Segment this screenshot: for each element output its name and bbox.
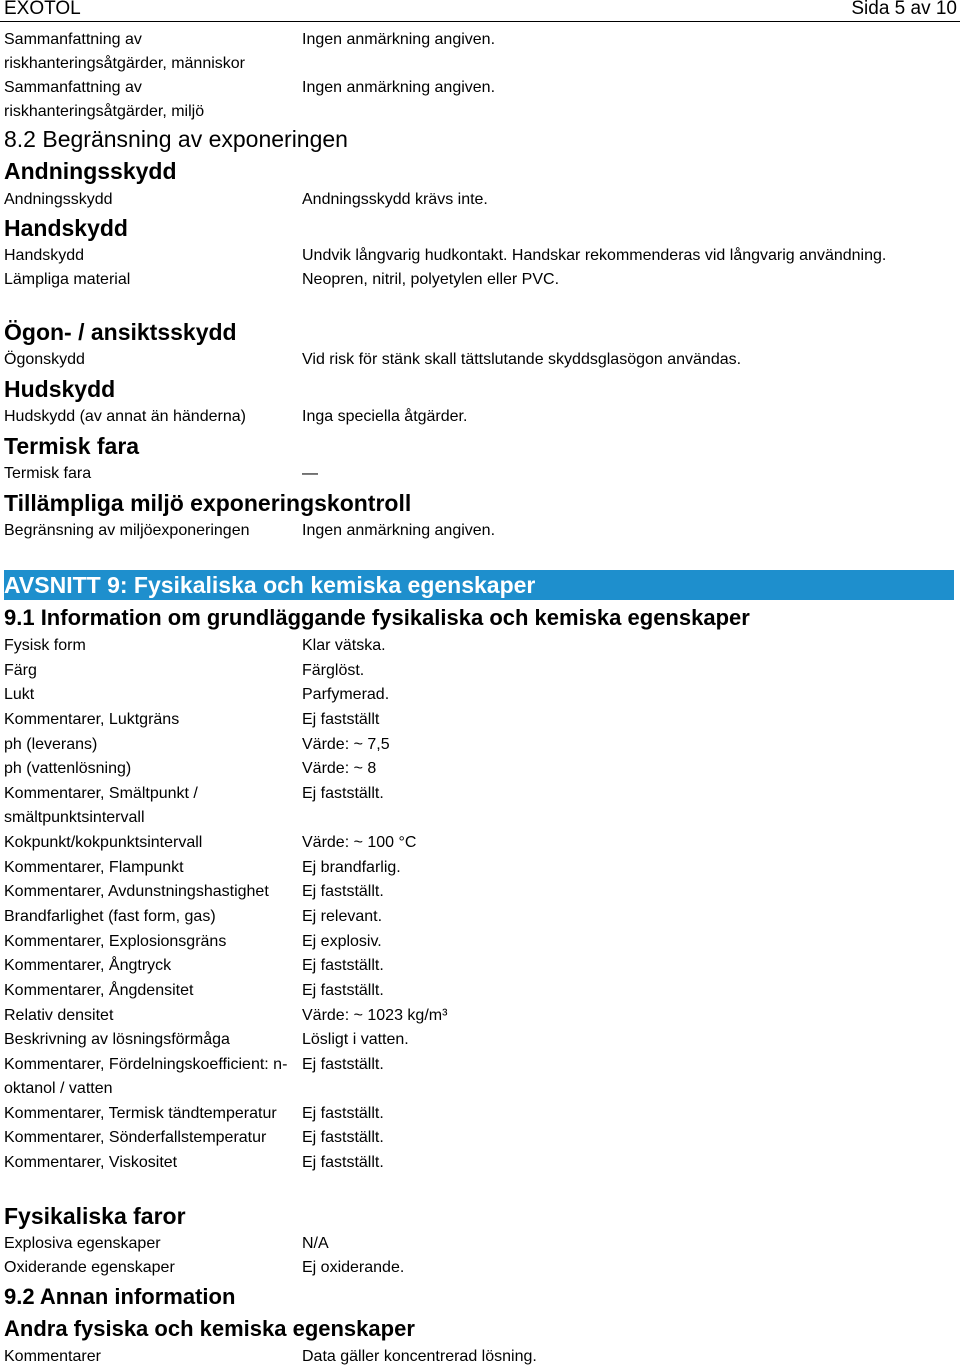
field-row — [0, 244, 960, 268]
page-header — [0, 0, 960, 22]
property-label: Kommentarer, Luktgräns — [4, 711, 180, 729]
property-label: Relativ densitet — [4, 1006, 114, 1024]
property-row — [0, 683, 960, 707]
property-row — [0, 856, 960, 880]
property-row — [0, 930, 960, 954]
field-value: Andningsskydd krävs inte. — [302, 191, 488, 208]
hudskydd-heading: Hudskydd — [4, 376, 116, 402]
property-label: ph (vattenlösning) — [4, 760, 132, 778]
field-row — [0, 1345, 960, 1369]
field-row — [0, 1256, 960, 1280]
andningsskydd-heading: Andningsskydd — [4, 158, 177, 184]
property-label: ph (leverans) — [4, 735, 98, 753]
field-value: — — [302, 465, 318, 482]
property-value: Ej brandfarlig. — [302, 858, 401, 876]
field-label: Begränsning av miljöexponeringen — [4, 522, 250, 539]
property-label: Färg — [4, 661, 37, 679]
property-value: Ej explosiv. — [302, 932, 382, 950]
properties-list — [0, 634, 960, 1176]
andra-egenskaper-heading: Andra fysiska och kemiska egenskaper — [4, 1316, 415, 1341]
property-row — [0, 708, 960, 732]
property-row — [0, 733, 960, 757]
field-label: Termisk fara — [4, 465, 92, 482]
field-label: Sammanfattning av riskhanteringsåtgärder, människor — [4, 31, 246, 72]
property-label: Brandfarlighet (fast form, gas) — [4, 907, 216, 925]
property-label: Fysisk form — [4, 637, 86, 654]
property-value: Värde: ~ 100 °C — [302, 833, 417, 851]
field-row — [0, 76, 960, 124]
property-label: Kommentarer, Ångdensitet — [4, 981, 194, 999]
property-row — [0, 979, 960, 1003]
section-8-2-title: 8.2 Begränsning av exponeringen — [4, 126, 348, 152]
company-name: EXOTOL — [4, 0, 81, 19]
field-label: Handskydd — [4, 247, 85, 264]
field-label: Oxiderande egenskaper — [4, 1259, 175, 1276]
field-label: Sammanfattning av riskhanteringsåtgärder, miljö — [4, 79, 205, 120]
handskydd-heading: Handskydd — [4, 215, 128, 241]
property-label: Kommentarer, Fördelningskoefficient: n-oktanol / vatten — [4, 1056, 288, 1097]
property-row — [0, 1028, 960, 1052]
field-label: Explosiva egenskaper — [4, 1235, 161, 1252]
field-row — [0, 1232, 960, 1256]
field-row — [0, 519, 960, 543]
property-label: Kommentarer, Termisk tändtemperatur — [4, 1104, 277, 1122]
section-9-title-bar: AVSNITT 9: Fysikaliska och kemiska egenskaper — [4, 570, 954, 600]
field-row — [0, 462, 960, 486]
property-row — [0, 634, 960, 658]
property-value: Parfymerad. — [302, 686, 390, 704]
field-label: Hudskydd (av annat än händerna) — [4, 408, 246, 425]
property-value: Ej fastställt. — [302, 1104, 384, 1122]
field-label: Kommentarer — [4, 1348, 101, 1365]
summary-block — [0, 28, 960, 124]
field-row — [0, 348, 960, 372]
field-value: Data gäller koncentrerad lösning. — [302, 1348, 537, 1365]
field-label: Andningsskydd — [4, 191, 113, 208]
property-row — [0, 1102, 960, 1126]
property-label: Kommentarer, Flampunkt — [4, 858, 184, 876]
property-value: Färglöst. — [302, 661, 365, 679]
property-label: Kommentarer, Explosionsgräns — [4, 932, 227, 950]
property-value: Värde: ~ 1023 kg/m³ — [302, 1006, 448, 1024]
field-value: Ingen anmärkning angiven. — [302, 522, 496, 539]
field-label: Ögonskydd — [4, 351, 85, 368]
property-label: Kommentarer, Viskositet — [4, 1154, 178, 1172]
property-label: Kommentarer, Avdunstningshastighet — [4, 883, 269, 901]
field-value: N/A — [302, 1235, 329, 1252]
property-row — [0, 954, 960, 978]
field-row — [0, 188, 960, 212]
property-row — [0, 831, 960, 855]
property-value: Ej relevant. — [302, 907, 383, 925]
property-value: Ej fastställt. — [302, 785, 384, 803]
property-row — [0, 1151, 960, 1175]
property-value: Ej fastställt. — [302, 1056, 384, 1073]
page-number: Sida 5 av 10 — [851, 0, 957, 19]
property-label: Kokpunkt/kokpunktsintervall — [4, 833, 203, 851]
property-row — [0, 1004, 960, 1028]
property-row — [0, 880, 960, 904]
property-row — [0, 757, 960, 781]
property-row — [0, 1053, 960, 1101]
ogonskydd-heading: Ögon- / ansiktsskydd — [4, 319, 237, 345]
field-row — [0, 28, 960, 76]
field-row — [0, 405, 960, 429]
field-value: Ingen anmärkning angiven. — [302, 31, 496, 48]
property-value: Värde: ~ 8 — [302, 760, 377, 778]
property-value: Ej fastställt. — [302, 883, 384, 901]
property-label: Kommentarer, Sönderfallstemperatur — [4, 1129, 267, 1147]
property-value: Ej fastställt — [302, 711, 380, 729]
property-value: Lösligt i vatten. — [302, 1031, 409, 1049]
fysikaliska-faror-heading: Fysikaliska faror — [4, 1203, 186, 1229]
property-value: Klar vätska. — [302, 637, 386, 654]
field-value: Inga speciella åtgärder. — [302, 408, 468, 425]
property-label: Beskrivning av lösningsförmåga — [4, 1031, 230, 1049]
property-row — [0, 1126, 960, 1150]
property-value: Ej fastställt. — [302, 981, 384, 999]
property-row — [0, 905, 960, 929]
field-row — [0, 268, 960, 292]
miljo-exponering-heading: Tillämpliga miljö exponeringskontroll — [4, 490, 412, 516]
section-9-1-title: 9.1 Information om grundläggande fysikaliska och kemiska egenskaper — [4, 605, 750, 630]
field-value: Neopren, nitril, polyetylen eller PVC. — [302, 271, 560, 288]
property-row — [0, 782, 960, 830]
field-value: Ingen anmärkning angiven. — [302, 79, 496, 96]
property-value: Värde: ~ 7,5 — [302, 735, 390, 753]
property-label: Kommentarer, Smältpunkt / smältpunktsintervall — [4, 785, 198, 827]
property-row — [0, 659, 960, 683]
property-value: Ej fastställt. — [302, 957, 384, 975]
property-value: Ej fastställt. — [302, 1129, 384, 1147]
section-9-2-title: 9.2 Annan information — [4, 1284, 236, 1309]
field-value: Ej oxiderande. — [302, 1259, 405, 1276]
field-label: Lämpliga material — [4, 271, 131, 288]
property-label: Lukt — [4, 686, 35, 704]
property-label: Kommentarer, Ångtryck — [4, 957, 172, 975]
property-value: Ej fastställt. — [302, 1154, 384, 1172]
field-value: Vid risk för stänk skall tättslutande skyddsglasögon användas. — [302, 351, 742, 368]
field-value: Undvik långvarig hudkontakt. Handskar rekommenderas vid långvarig användning. — [302, 247, 887, 264]
termisk-fara-heading: Termisk fara — [4, 433, 140, 459]
